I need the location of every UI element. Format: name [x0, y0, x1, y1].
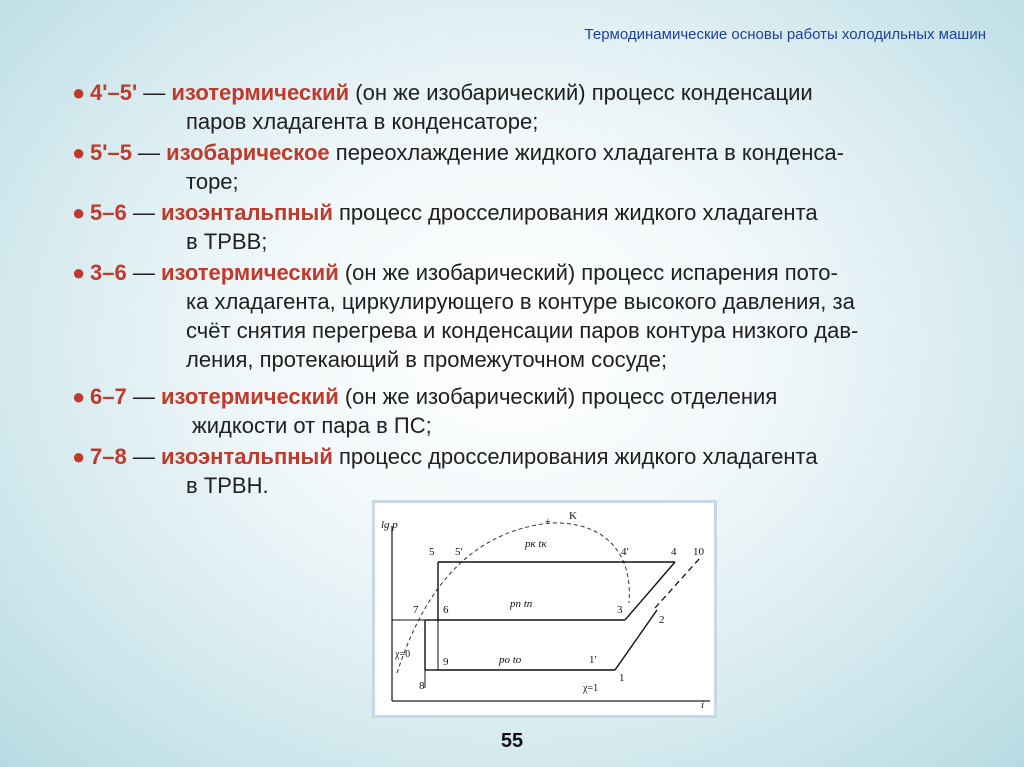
item-continuation: счёт снятия перегрева и конденсации паров контура низкого дав-: [186, 318, 859, 343]
bullet-icon: ●: [72, 384, 86, 409]
point-3: 3: [617, 604, 623, 616]
item-continuation: в ТРВН.: [186, 473, 269, 498]
list-item: ● 6–7 — изотермический (он же изобарический) процесс отделения жидкости от пара в ПС;: [78, 382, 998, 440]
list-item: ● 5–6 — изоэнтальпный процесс дросселирования жидкого хладагента в ТРВВ;: [78, 198, 998, 256]
item-number: 5–6: [90, 200, 127, 225]
point-1: 1: [619, 672, 625, 684]
point-7: 7: [413, 604, 419, 616]
item-number: 3–6: [90, 260, 127, 285]
line-2-10: [655, 558, 700, 608]
item-number: 7–8: [90, 444, 127, 469]
point-4: 4: [671, 546, 677, 558]
list-item: ● 7–8 — изоэнтальпный процесс дросселирования жидкого хладагента в ТРВН.: [78, 442, 998, 500]
y-axis-label: lg p: [381, 519, 398, 531]
item-continuation: паров хладагента в конденсаторе;: [186, 109, 539, 134]
item-continuation: ления, протекающий в промежуточном сосуде;: [186, 347, 668, 372]
bullet-icon: ●: [72, 444, 86, 469]
point-6: 6: [443, 604, 449, 616]
item-continuation: ка хладагента, циркулирующего в контуре высокого давления, за: [186, 289, 855, 314]
item-text: (он же изобарический) процесс конденсации: [349, 80, 813, 105]
critical-point-marker: +: [545, 517, 551, 528]
bullet-icon: ●: [72, 200, 86, 225]
item-term: изоэнтальпный: [160, 200, 333, 225]
point-10: 10: [693, 546, 704, 558]
list-item: ● 3–6 — изотермический (он же изобарический) процесс испарения пото- ка хладагента, циркулирующего в контуре высокого давления, за счёт снятия перегрева и конденсации паров контура низкого дав- ления, протекающий в промежуточном сосуде;: [78, 258, 998, 374]
point-2: 2: [659, 614, 665, 626]
item-term: изоэнтальпный: [160, 444, 333, 469]
item-text: переохлаждение жидкого хладагента в конденса-: [329, 140, 844, 165]
x-axis-label: i: [701, 699, 705, 711]
item-text: (он же изобарический) процесс испарения пото-: [338, 260, 838, 285]
item-text: процесс дросселирования жидкого хладагента: [332, 200, 818, 225]
item-term: изотермический: [160, 384, 339, 409]
point-4p: 4′: [621, 546, 629, 558]
item-continuation: в ТРВВ;: [186, 229, 268, 254]
line-1-2: [615, 610, 657, 670]
point-1p: 1′: [589, 654, 597, 666]
item-number: 5'–5: [90, 140, 132, 165]
label-pp-tp: pп tп: [510, 598, 533, 610]
process-list: [72, 78, 998, 502]
label-x1: χ=1: [583, 683, 599, 694]
item-continuation: жидкости от пара в ПС;: [192, 413, 432, 438]
label-po-to: pо tо: [499, 654, 522, 666]
lgp-i-diagram: [372, 500, 717, 718]
label-x0: χ=0: [395, 649, 411, 660]
list-item: ● 4'–5' — изотермический (он же изобарический) процесс конденсации паров хладагента в конденсаторе;: [78, 78, 998, 136]
point-5p: 5′: [455, 546, 463, 558]
bullet-icon: ●: [72, 80, 86, 105]
item-continuation: торе;: [186, 169, 239, 194]
item-number: 6–7: [90, 384, 127, 409]
bullet-icon: ●: [72, 260, 86, 285]
bullet-icon: ●: [72, 140, 86, 165]
page-number: 55: [500, 730, 524, 752]
label-pk-tk: pк tк: [525, 538, 547, 550]
line-3-4: [625, 562, 675, 620]
point-9: 9: [443, 656, 449, 668]
diagram-svg: [375, 503, 714, 715]
critical-point-label: K: [569, 510, 577, 522]
item-term: изобарическое: [166, 140, 330, 165]
point-8: 8: [419, 680, 425, 692]
item-term: изотермический: [160, 260, 339, 285]
item-term: изотермический: [171, 80, 350, 105]
item-number: 4'–5': [90, 80, 138, 105]
item-text: (он же изобарический) процесс отделения: [338, 384, 778, 409]
list-item: ● 5'–5 — изобарическое переохлаждение жидкого хладагента в конденса- торе;: [78, 138, 998, 196]
item-text: процесс дросселирования жидкого хладагента: [332, 444, 818, 469]
slide-header: Термодинамические основы работы холодильных машин: [584, 26, 986, 43]
point-5: 5: [429, 546, 435, 558]
